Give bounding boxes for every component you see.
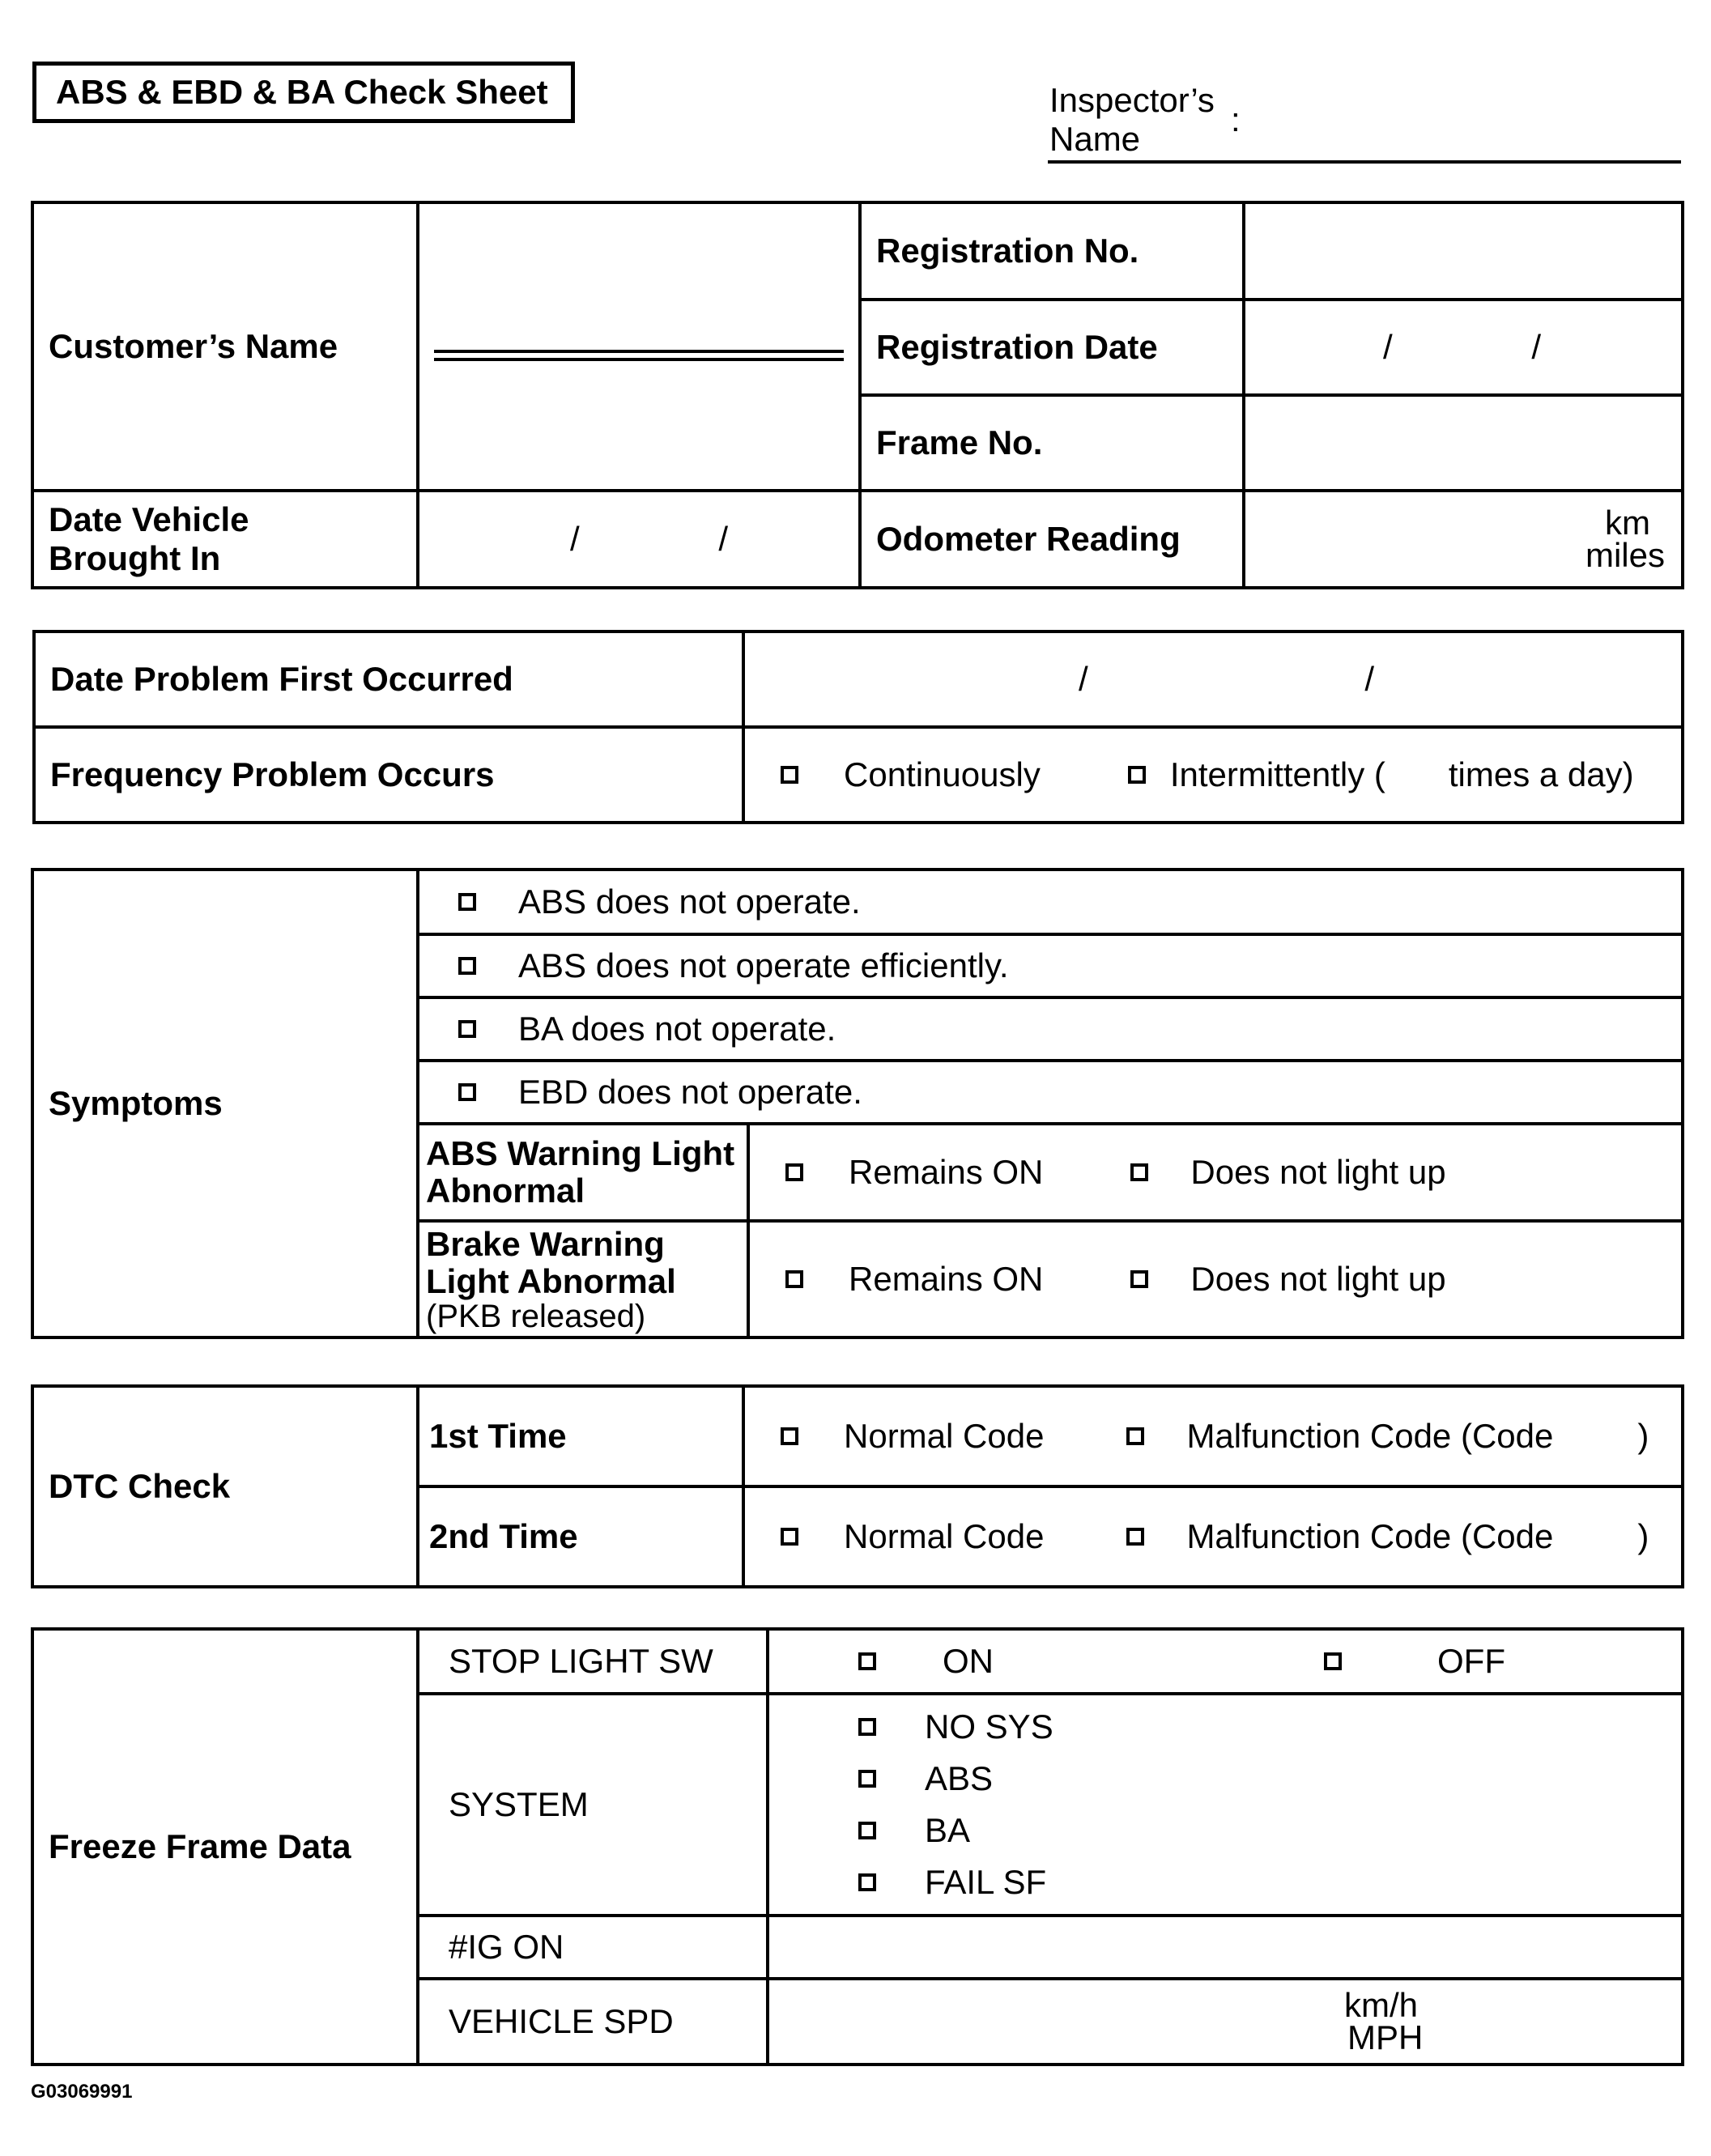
frame-no-field[interactable] <box>1244 395 1683 491</box>
odometer-field[interactable] <box>1244 491 1683 588</box>
stop-light-sw-label: STOP LIGHT SW <box>418 1629 768 1694</box>
date-separator: / <box>718 520 729 558</box>
continuously-checkbox[interactable] <box>781 766 798 784</box>
does-not-light-checkbox[interactable] <box>1130 1163 1148 1181</box>
customer-name-field[interactable] <box>418 202 860 491</box>
figure-id: G03069991 <box>31 2081 133 2103</box>
registration-no-label: Registration No. <box>860 202 1244 300</box>
registration-date-field[interactable] <box>1244 300 1683 395</box>
intermittently-checkbox[interactable] <box>1128 766 1146 784</box>
symptom-item: ABS does not operate efficiently. <box>418 934 1683 997</box>
ba-checkbox[interactable] <box>858 1822 876 1839</box>
symptom-item: EBD does not operate. <box>418 1061 1683 1124</box>
symptom-checkbox[interactable] <box>458 957 476 975</box>
symptom-checkbox[interactable] <box>458 1020 476 1038</box>
dtc-table <box>31 1384 1684 1588</box>
vehicle-spd-label: VEHICLE SPD <box>418 1979 768 2065</box>
brake-warning-light-label: Brake Warning Light Abnormal (PKB released) <box>418 1221 748 1337</box>
intermittently-label: Intermittently ( <box>1169 755 1385 793</box>
frequency-label: Frequency Problem Occurs <box>34 727 743 823</box>
does-not-light-checkbox[interactable] <box>1130 1270 1148 1288</box>
freeze-frame-label: Freeze Frame Data <box>32 1629 418 2065</box>
registration-date-label: Registration Date <box>860 300 1244 395</box>
symptom-item: BA does not operate. <box>418 997 1683 1061</box>
unit-mph: MPH <box>1347 2018 1424 2056</box>
date-separator: / <box>1079 660 1088 698</box>
remains-on-checkbox[interactable] <box>785 1270 803 1288</box>
customer-name-label: Customer’s Name <box>32 202 418 491</box>
first-time-options: Normal Code Malfunction Code (Code ) <box>743 1386 1683 1486</box>
sheet-title: ABS & EBD & BA Check Sheet <box>32 62 575 123</box>
symptom-item: ABS does not operate. <box>418 870 1683 934</box>
frequency-field <box>743 727 1683 823</box>
vehicle-info-table <box>31 201 1684 589</box>
normal-code-checkbox[interactable] <box>781 1427 798 1445</box>
system-label: SYSTEM <box>418 1694 768 1916</box>
off-checkbox[interactable] <box>1324 1652 1342 1670</box>
stop-light-sw-options: ON OFF <box>768 1629 1683 1694</box>
first-occurred-field[interactable] <box>743 631 1683 727</box>
inspector-colon: : <box>1231 100 1241 138</box>
system-options: NO SYS ABS BA FAIL SF <box>768 1694 1683 1916</box>
dtc-check-label: DTC Check <box>32 1386 418 1587</box>
second-time-label: 2nd Time <box>418 1486 743 1587</box>
first-time-label: 1st Time <box>418 1386 743 1486</box>
no-sys-checkbox[interactable] <box>858 1718 876 1736</box>
second-time-options: Normal Code Malfunction Code (Code ) <box>743 1486 1683 1587</box>
fail-sf-checkbox[interactable] <box>858 1873 876 1891</box>
vehicle-spd-field[interactable] <box>768 1979 1683 2065</box>
odometer-unit-km: km <box>1605 504 1650 542</box>
ig-on-field[interactable] <box>768 1916 1683 1979</box>
date-brought-in-field[interactable] <box>418 491 860 588</box>
abs-warning-light-label: ABS Warning Light Abnormal <box>418 1124 748 1221</box>
abs-checkbox[interactable] <box>858 1770 876 1788</box>
first-occurred-label: Date Problem First Occurred <box>34 631 743 727</box>
remains-on-checkbox[interactable] <box>785 1163 803 1181</box>
inspector-name-label: Inspector’s Name <box>1049 81 1215 158</box>
date-separator: / <box>1531 328 1542 366</box>
date-brought-in-label: Date Vehicle Brought In <box>32 491 418 588</box>
times-a-day-label: times a day) <box>1448 755 1634 793</box>
continuously-label: Continuously <box>844 755 1041 793</box>
symptoms-table <box>31 868 1684 1339</box>
problem-table <box>32 630 1684 824</box>
odometer-label: Odometer Reading <box>860 491 1244 588</box>
symptom-checkbox[interactable] <box>458 1083 476 1101</box>
normal-code-checkbox[interactable] <box>781 1528 798 1546</box>
date-separator: / <box>1364 660 1375 698</box>
symptom-checkbox[interactable] <box>458 893 476 911</box>
malfunction-code-checkbox[interactable] <box>1126 1528 1144 1546</box>
on-checkbox[interactable] <box>858 1652 876 1670</box>
brake-warning-light-options: Remains ON Does not light up <box>748 1221 1683 1337</box>
inspector-name-field[interactable] <box>1048 160 1681 164</box>
unit-kmh: km/h <box>1344 1986 1419 2024</box>
date-separator: / <box>570 520 580 558</box>
malfunction-code-checkbox[interactable] <box>1126 1427 1144 1445</box>
ig-on-label: #IG ON <box>418 1916 768 1979</box>
abs-warning-light-options: Remains ON Does not light up <box>748 1124 1683 1221</box>
registration-no-field[interactable] <box>1244 202 1683 300</box>
symptoms-label: Symptoms <box>32 870 418 1337</box>
freeze-frame-table <box>31 1627 1684 2066</box>
customer-name-double-line <box>434 350 844 361</box>
odometer-unit-miles: miles <box>1585 536 1665 574</box>
frame-no-label: Frame No. <box>860 395 1244 491</box>
date-separator: / <box>1383 328 1393 366</box>
